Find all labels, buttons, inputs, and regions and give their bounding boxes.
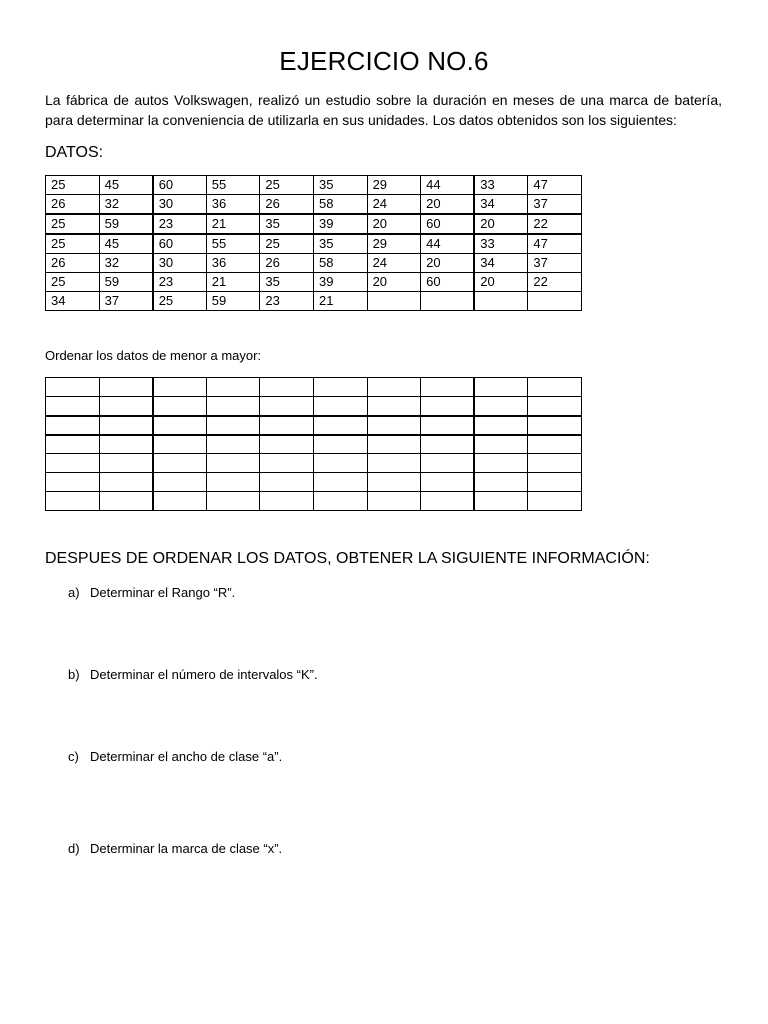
question-d [68,841,282,856]
data-row [46,254,582,273]
question-letter: d) [68,841,80,856]
sorted-cell [153,492,207,511]
data-row [46,273,582,292]
sorted-cell [46,416,100,435]
sorted-cell [99,378,153,397]
sorted-cell [46,378,100,397]
sorted-cell [474,473,528,492]
datos-table-body [46,176,582,311]
sorted-cell [421,416,475,435]
sorted-cell [474,454,528,473]
sorted-row [46,473,582,492]
sorted-cell [528,454,582,473]
data-row [46,214,582,234]
data-cell: 35 [260,273,314,292]
data-cell: 37 [528,195,582,215]
data-cell: 25 [153,292,207,311]
sorted-cell [421,397,475,416]
question-letter: a) [68,585,80,600]
sorted-cell [153,416,207,435]
sorted-cell [313,435,367,454]
sorted-cell [528,397,582,416]
sorted-cell [528,473,582,492]
sorted-cell [474,378,528,397]
data-cell: 25 [46,234,100,254]
data-row [46,234,582,254]
data-cell: 22 [528,214,582,234]
sorted-cell [260,435,314,454]
data-cell: 26 [260,195,314,215]
sorted-cell [313,473,367,492]
sorted-cell [367,454,421,473]
question-text: Determinar la marca de clase “x”. [90,841,283,856]
data-cell: 45 [99,176,153,195]
sorted-cell [421,473,475,492]
data-cell: 59 [206,292,260,311]
data-cell: 32 [99,254,153,273]
sorted-table-body [46,378,582,511]
sorted-cell [206,492,260,511]
sorted-cell [206,378,260,397]
data-cell: 36 [206,254,260,273]
data-cell: 35 [313,176,367,195]
data-cell: 22 [528,273,582,292]
data-cell: 47 [528,234,582,254]
sorted-cell [46,435,100,454]
data-cell: 25 [260,234,314,254]
data-cell: 20 [367,273,421,292]
sorted-cell [313,378,367,397]
sorted-data-table [45,377,582,511]
sorted-cell [99,435,153,454]
data-cell: 29 [367,176,421,195]
data-row [46,292,582,311]
data-cell: 39 [313,273,367,292]
data-cell: 23 [260,292,314,311]
data-cell: 25 [46,273,100,292]
question-letter: c) [68,749,79,764]
data-cell: 35 [313,234,367,254]
datos-table [45,175,582,311]
sorted-cell [99,473,153,492]
data-cell: 55 [206,176,260,195]
sorted-cell [260,397,314,416]
intro-paragraph: La fábrica de autos Volkswagen, realizó un estudio sobre la duración en meses de una marca de batería, para determinar la conveniencia de utilizarla en sus unidades. Los datos obtenidos son los siguientes: [45,92,722,128]
sorted-cell [528,492,582,511]
sorted-cell [421,454,475,473]
sorted-cell [367,397,421,416]
data-cell: 20 [367,214,421,234]
data-cell: 29 [367,234,421,254]
sorted-cell [367,492,421,511]
page-title: EJERCICIO NO.6 [279,46,489,76]
question-text: Determinar el número de intervalos “K”. [90,667,318,682]
sorted-cell [260,492,314,511]
data-cell: 21 [313,292,367,311]
data-cell: 30 [153,254,207,273]
data-cell: 59 [99,214,153,234]
sorted-cell [421,492,475,511]
sorted-cell [153,378,207,397]
sorted-row [46,378,582,397]
data-cell: 37 [99,292,153,311]
sorted-cell [99,454,153,473]
data-cell: 39 [313,214,367,234]
data-cell: 34 [46,292,100,311]
data-cell: 26 [260,254,314,273]
data-cell: 60 [421,214,475,234]
sorted-cell [367,473,421,492]
sorted-cell [313,397,367,416]
sorted-cell [206,435,260,454]
data-cell: 23 [153,214,207,234]
sorted-cell [474,435,528,454]
data-cell: 60 [153,176,207,195]
sorted-cell [421,378,475,397]
question-text: Determinar el Rango “R”. [90,585,236,600]
data-cell: 34 [474,254,528,273]
sorted-cell [99,416,153,435]
sorted-cell [528,416,582,435]
sorted-cell [46,454,100,473]
sorted-cell [46,473,100,492]
sorted-cell [206,416,260,435]
sorted-cell [260,454,314,473]
data-cell: 32 [99,195,153,215]
section-heading: DESPUES DE ORDENAR LOS DATOS, OBTENER LA SIGUIENTE INFORMACIÓN: [45,550,650,567]
data-cell: 44 [421,234,475,254]
data-cell: 21 [206,273,260,292]
sorted-cell [367,378,421,397]
sorted-row [46,416,582,435]
data-cell: 25 [46,214,100,234]
sorted-cell [367,435,421,454]
data-cell: 59 [99,273,153,292]
question-letter: b) [68,667,80,682]
sorted-row [46,435,582,454]
sorted-cell [421,435,475,454]
sorted-cell [474,416,528,435]
data-row [46,195,582,215]
data-cell: 34 [474,195,528,215]
sorted-cell [313,492,367,511]
sorted-cell [528,378,582,397]
data-cell: 20 [474,273,528,292]
sorted-cell [313,416,367,435]
data-cell: 37 [528,254,582,273]
data-cell: 20 [421,254,475,273]
data-cell [528,292,582,311]
data-cell: 23 [153,273,207,292]
data-cell [474,292,528,311]
data-cell: 30 [153,195,207,215]
sorted-cell [474,397,528,416]
data-cell: 36 [206,195,260,215]
sorted-cell [46,492,100,511]
sorted-cell [99,397,153,416]
data-cell: 55 [206,234,260,254]
data-cell: 24 [367,254,421,273]
data-cell: 26 [46,195,100,215]
sorted-cell [46,397,100,416]
question-b [68,667,318,682]
data-cell: 58 [313,254,367,273]
data-cell [367,292,421,311]
sorted-cell [528,435,582,454]
question-a [68,585,235,600]
data-cell [421,292,475,311]
data-cell: 20 [421,195,475,215]
datos-label: DATOS: [45,144,104,161]
data-cell: 25 [46,176,100,195]
sorted-cell [206,454,260,473]
sorted-cell [260,473,314,492]
sorted-cell [206,397,260,416]
data-cell: 25 [260,176,314,195]
data-cell: 20 [474,214,528,234]
data-cell: 33 [474,176,528,195]
data-cell: 60 [153,234,207,254]
data-cell: 44 [421,176,475,195]
sorted-row [46,454,582,473]
question-c [68,749,282,764]
data-cell: 24 [367,195,421,215]
data-cell: 26 [46,254,100,273]
sorted-cell [367,416,421,435]
sorted-cell [153,435,207,454]
sorted-cell [313,454,367,473]
sorted-cell [153,454,207,473]
sorted-cell [153,397,207,416]
data-cell: 60 [421,273,475,292]
sorted-row [46,397,582,416]
sorted-cell [99,492,153,511]
data-cell: 45 [99,234,153,254]
sort-instruction: Ordenar los datos de menor a mayor: [45,348,262,363]
data-row [46,176,582,195]
data-cell: 33 [474,234,528,254]
question-text: Determinar el ancho de clase “a”. [90,749,283,764]
sorted-cell [260,416,314,435]
data-cell: 21 [206,214,260,234]
sorted-cell [206,473,260,492]
data-cell: 47 [528,176,582,195]
data-cell: 58 [313,195,367,215]
sorted-cell [260,378,314,397]
data-cell: 35 [260,214,314,234]
sorted-cell [153,473,207,492]
sorted-cell [474,492,528,511]
sorted-row [46,492,582,511]
